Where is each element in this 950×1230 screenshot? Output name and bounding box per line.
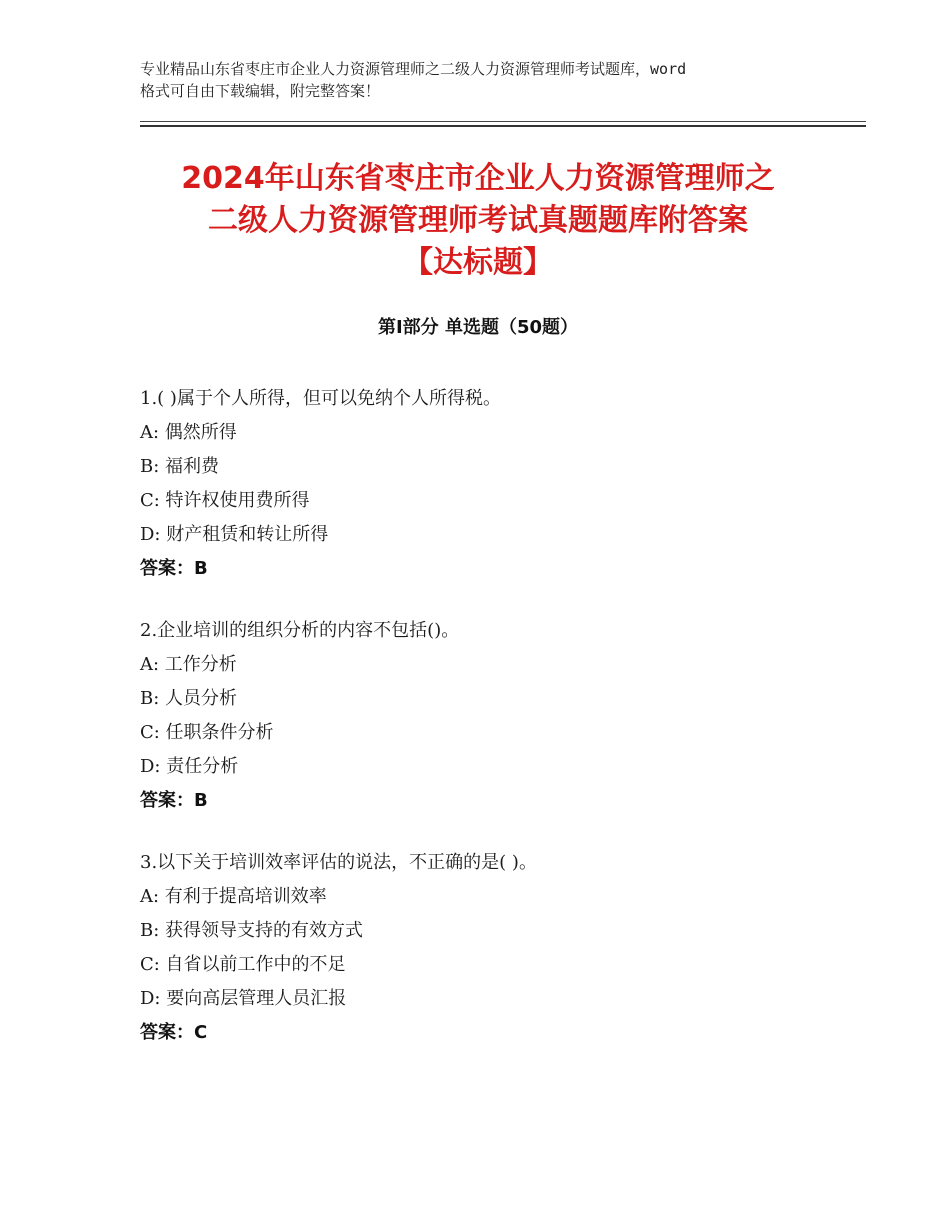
option-c: C: 任职条件分析 <box>140 722 274 743</box>
question-item <box>140 846 840 1050</box>
option-b: B: 获得领导支持的有效方式 <box>140 920 364 941</box>
option-b: B: 人员分析 <box>140 688 238 709</box>
question-stem: 3.以下关于培训效率评估的说法，不正确的是( )。 <box>140 852 537 873</box>
answer: 答案：B <box>140 790 208 811</box>
option-d: D: 要向高层管理人员汇报 <box>140 988 347 1009</box>
header-note-line-2: 格式可自由下载编辑，附完整答案！ <box>140 82 381 100</box>
question-list <box>140 382 840 1078</box>
option-c: C: 特许权使用费所得 <box>140 490 310 511</box>
option-a: A: 有利于提高培训效率 <box>140 886 327 907</box>
option-a: A: 工作分析 <box>140 654 237 675</box>
question-item <box>140 382 840 586</box>
question-stem: 1.( )属于个人所得，但可以免纳个人所得税。 <box>140 388 501 409</box>
document-title-line-1: 2024年山东省枣庄市企业人力资源管理师之 <box>181 161 775 196</box>
option-a: A: 偶然所得 <box>140 422 237 443</box>
question-item <box>140 614 840 818</box>
document-title-line-3: 【达标题】 <box>403 245 553 280</box>
option-d: D: 财产租赁和转让所得 <box>140 524 329 545</box>
document-title-line-2: 二级人力资源管理师考试真题题库附答案 <box>208 203 748 238</box>
option-c: C: 自省以前工作中的不足 <box>140 954 346 975</box>
header-note <box>140 58 840 102</box>
option-d: D: 责任分析 <box>140 756 239 777</box>
header-divider-thick <box>140 125 866 127</box>
answer: 答案：B <box>140 558 208 579</box>
answer: 答案：C <box>140 1022 208 1043</box>
document-title <box>140 158 816 284</box>
header-note-line-1: 专业精品山东省枣庄市企业人力资源管理师之二级人力资源管理师考试题库，word <box>140 60 687 78</box>
header-divider-thin <box>140 121 866 122</box>
question-stem: 2.企业培训的组织分析的内容不包括()。 <box>140 620 460 641</box>
option-b: B: 福利费 <box>140 456 220 477</box>
section-title: 第Ⅰ部分 单选题（50题） <box>377 317 578 338</box>
